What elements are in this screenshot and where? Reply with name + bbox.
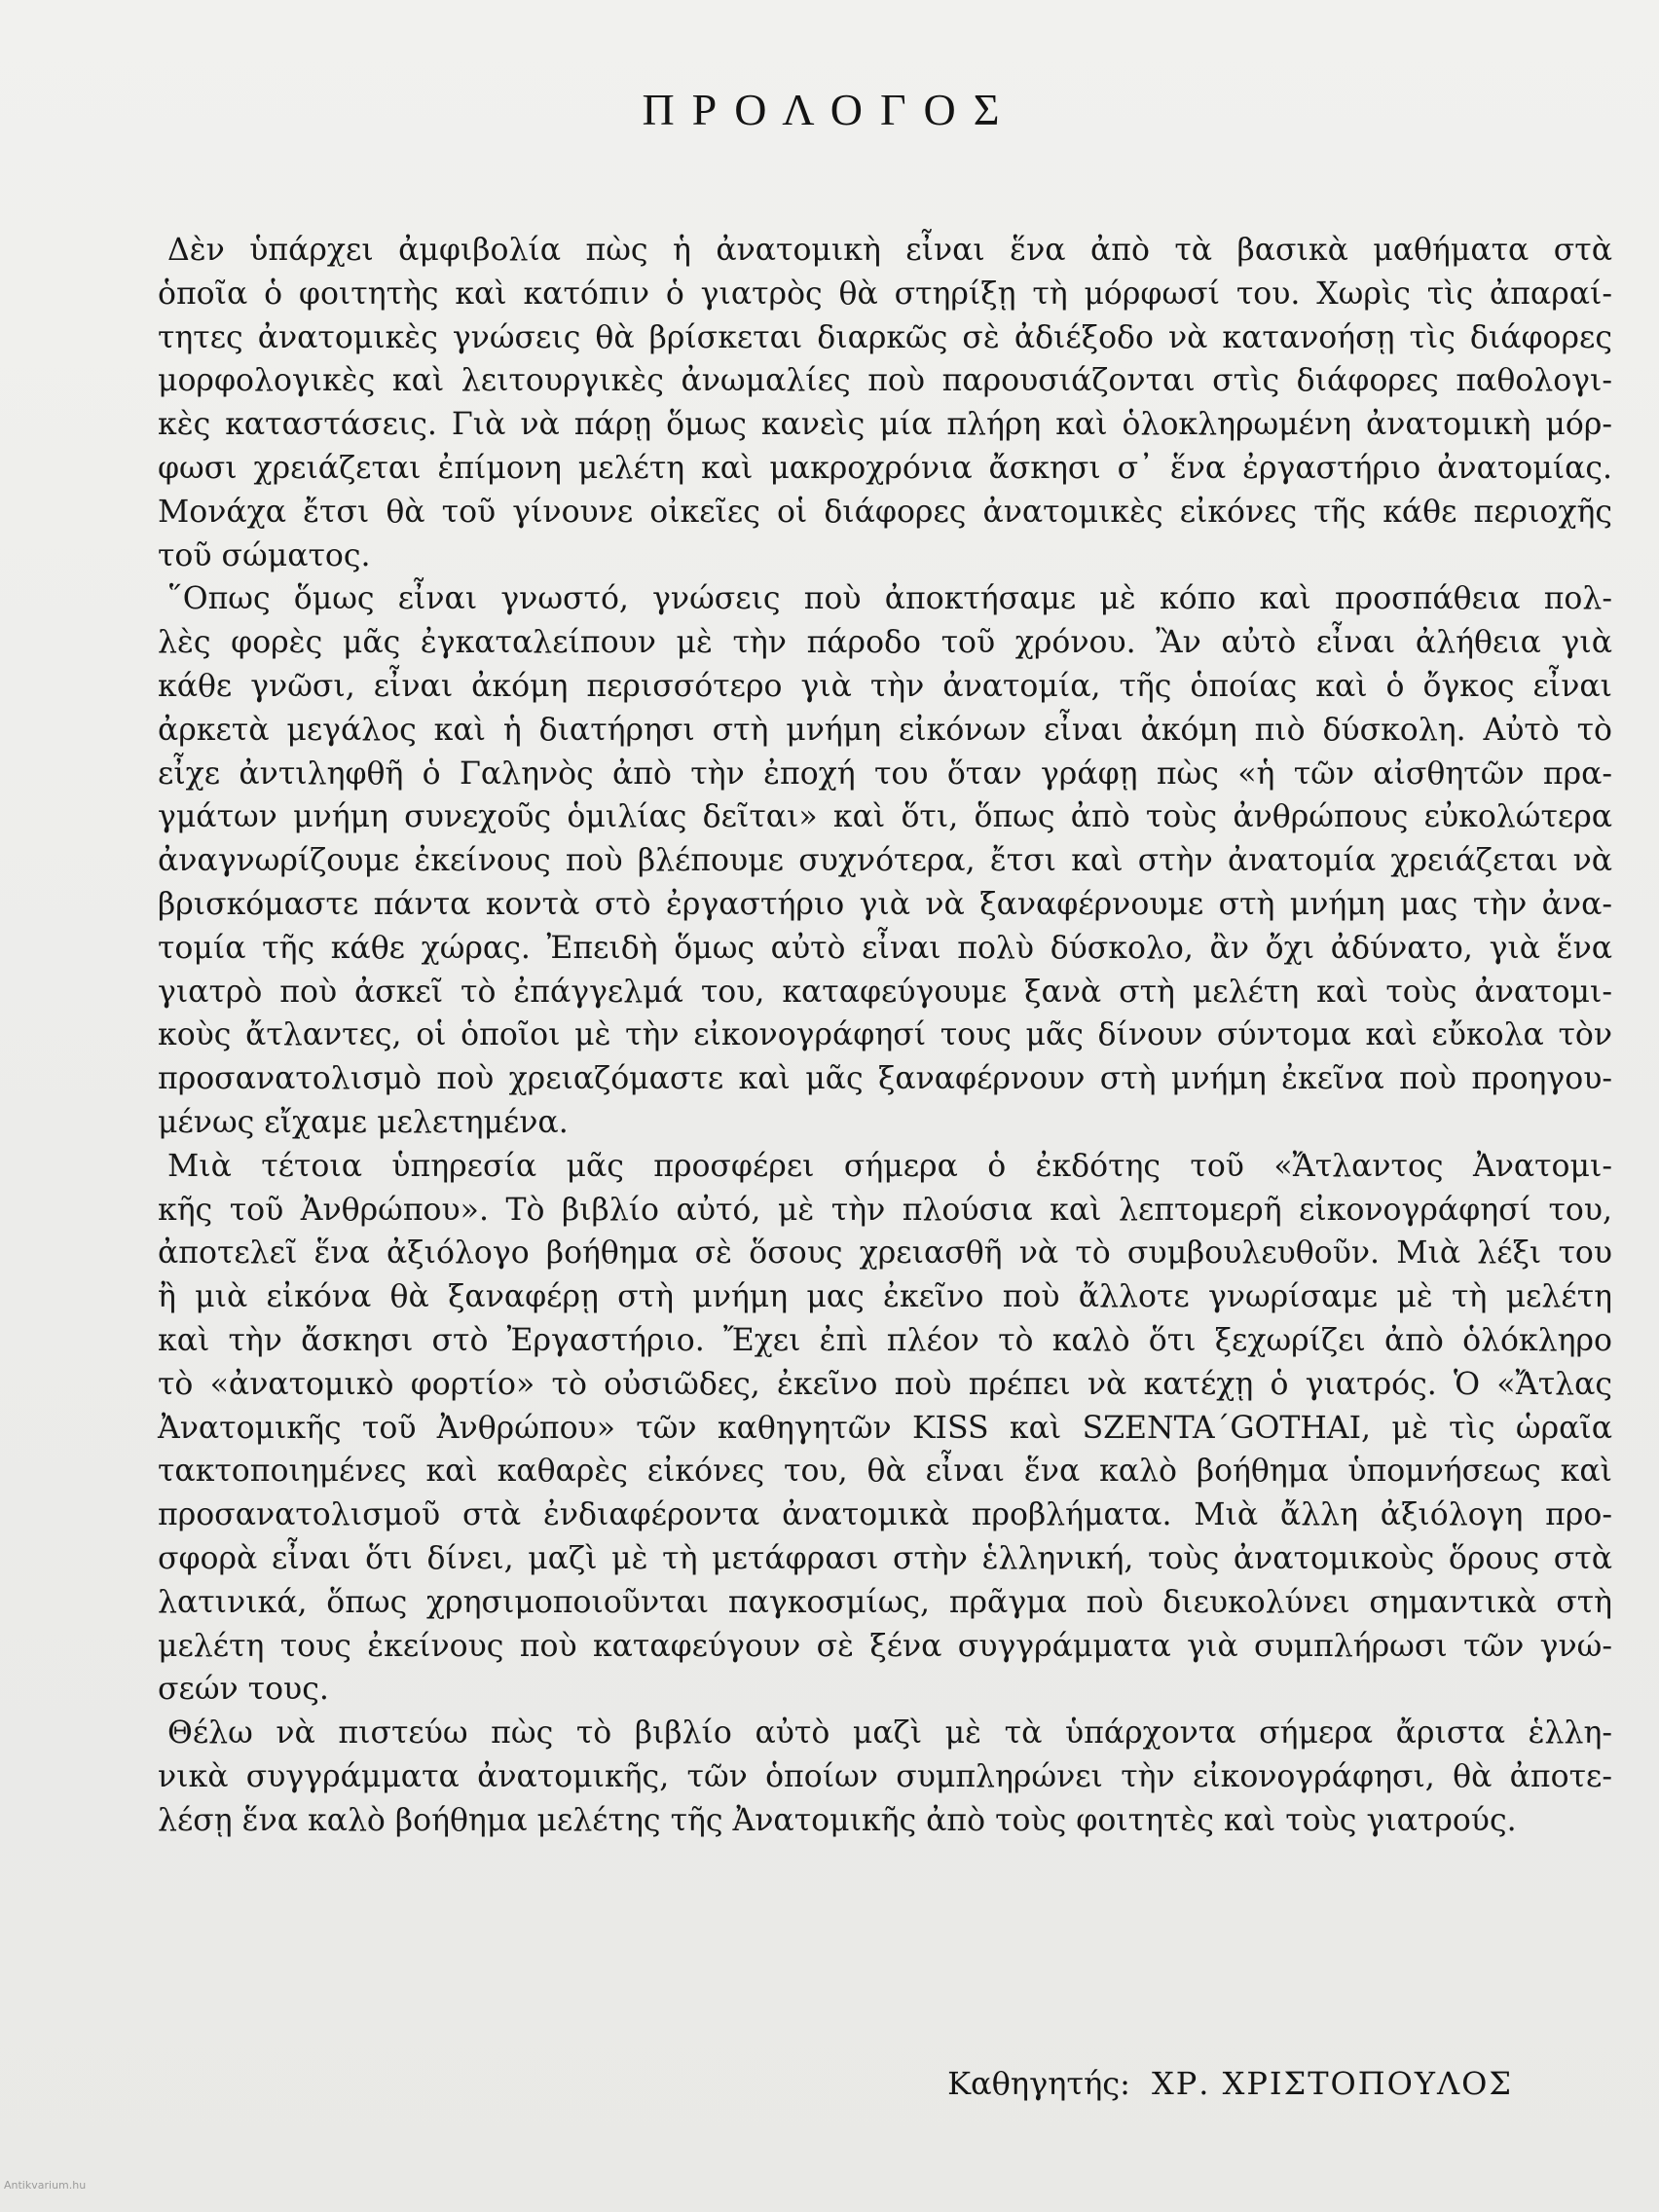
signature-label: Καθηγητής:: [947, 2065, 1130, 2102]
text-line: κὲς καταστάσεις. Γιὰ νὰ πάρῃ ὅμως κανεὶς μία πλήρη καὶ ὁλοκληρωμένη ἀνατομικὴ μόρ-: [158, 407, 1612, 443]
text-line: βρισκόμαστε πάντα κοντὰ στὸ ἐργαστήριο γιὰ νὰ ξαναφέρνουμε στὴ μνήμη μας τὴν ἀνα-: [158, 886, 1612, 922]
text-line: ἀρκετὰ μεγάλος καὶ ἡ διατήρησι στὴ μνήμη εἰκόνων εἶναι ἀκόμη πιὸ δύσκολη. Αὐτὸ τὸ: [158, 712, 1612, 748]
text-line: τομία τῆς κάθε χώρας. Ἐπειδὴ ὅμως αὐτὸ εἶναι πολὺ δύσκολο, ἂν ὄχι ἀδύνατο, γιὰ ἕνα: [158, 930, 1612, 966]
text-line: μορφολογικὲς καὶ λειτουργικὲς ἀνωμαλίες ποὺ παρουσιάζονται στὶς διάφορες παθολογι-: [158, 363, 1612, 399]
text-line: φωσι χρειάζεται ἐπίμονη μελέτη καὶ μακροχρόνια ἄσκησι σ᾽ ἕνα ἐργαστήριο ἀνατομίας.: [158, 450, 1612, 486]
signature-line: [0, 2065, 1513, 2102]
text-line: γιατρὸ ποὺ ἀσκεῖ τὸ ἐπάγγελμά του, καταφεύγουμε ξανὰ στὴ μελέτη καὶ τοὺς ἀνατομι-: [158, 974, 1612, 1010]
text-line: τακτοποιημένες καὶ καθαρὲς εἰκόνες του, θὰ εἶναι ἕνα καλὸ βοήθημα ὑπομνήσεως καὶ: [158, 1454, 1612, 1490]
prologue-body: [158, 229, 1612, 1842]
text-line: εἶχε ἀντιληφθῆ ὁ Γαληνὸς ἀπὸ τὴν ἐποχή του ὅταν γράφῃ πὼς «ἡ τῶν αἰσθητῶν πρα-: [158, 756, 1612, 792]
text-line: σφορὰ εἶναι ὅτι δίνει, μαζὶ μὲ τὴ μετάφρασι στὴν ἑλληνική, τοὺς ἀνατομικοὺς ὅρους στὰ: [158, 1540, 1612, 1576]
watermark: Antikvarium.hu: [4, 2179, 87, 2192]
text-line: καὶ τὴν ἄσκησι στὸ Ἐργαστήριο. Ἔχει ἐπὶ πλέον τὸ καλὸ ὅτι ξεχωρίζει ἀπὸ ὁλόκληρο: [158, 1322, 1612, 1358]
text-line: Μιὰ τέτοια ὑπηρεσία μᾶς προσφέρει σήμερα ὁ ἐκδότης τοῦ «Ἄτλαντος Ἀνατομι-: [167, 1148, 1612, 1184]
text-line: λὲς φορὲς μᾶς ἐγκαταλείπουν μὲ τὴν πάροδο τοῦ χρόνου. Ἂν αὐτὸ εἶναι ἀλήθεια γιὰ: [158, 625, 1612, 661]
text-line: τὸ «ἀνατομικὸ φορτίο» τὸ οὐσιῶδες, ἐκεῖνο ποὺ πρέπει νὰ κατέχῃ ὁ γιατρός. Ὁ «Ἄτλας: [158, 1366, 1612, 1402]
text-line: ἀποτελεῖ ἕνα ἀξιόλογο βοήθημα σὲ ὅσους χρειασθῆ νὰ τὸ συμβουλευθοῦν. Μιὰ λέξι του: [158, 1235, 1612, 1272]
text-line: ἢ μιὰ εἰκόνα θὰ ξαναφέρῃ στὴ μνήμη μας ἐκεῖνο ποὺ ἄλλοτε γνωρίσαμε μὲ τὴ μελέτη: [158, 1279, 1612, 1315]
text-line: ἀναγνωρίζουμε ἐκείνους ποὺ βλέπουμε συχνότερα, ἔτσι καὶ στὴν ἀνατομία χρειάζεται νὰ: [158, 843, 1612, 879]
text-line: προσανατολισμὸ ποὺ χρειαζόμαστε καὶ μᾶς ξαναφέρνουν στὴ μνήμη ἐκεῖνα ποὺ προηγου-: [158, 1061, 1612, 1097]
text-line: κοὺς ἄτλαντες, οἱ ὁποῖοι μὲ τὴν εἰκονογράφησί τους μᾶς δίνουν σύντομα καὶ εὔκολα τὸν: [158, 1017, 1612, 1053]
text-line: Δὲν ὑπάρχει ἀμφιβολία πὼς ἡ ἀνατομικὴ εἶναι ἕνα ἀπὸ τὰ βασικὰ μαθήματα στὰ: [167, 233, 1612, 268]
text-line: ῞Οπως ὅμως εἶναι γνωστό, γνώσεις ποὺ ἀποκτήσαμε μὲ κόπο καὶ προσπάθεια πολ-: [167, 581, 1612, 617]
text-line: κῆς τοῦ Ἀνθρώπου». Τὸ βιβλίο αὐτό, μὲ τὴν πλούσια καὶ λεπτομερῆ εἰκονογράφησί του,: [158, 1192, 1612, 1228]
text-line: κάθε γνῶσι, εἶναι ἀκόμη περισσότερο γιὰ τὴν ἀνατομία, τῆς ὁποίας καὶ ὁ ὄγκος εἶναι: [158, 668, 1612, 704]
text-line: σεών τους.: [158, 1672, 329, 1708]
text-line: τητες ἀνατομικὲς γνώσεις θὰ βρίσκεται διαρκῶς σὲ ἀδιέξοδο νὰ κατανοήσῃ τὶς διάφορες: [158, 319, 1612, 355]
text-line: Ἀνατομικῆς τοῦ Ἀνθρώπου» τῶν καθηγητῶν KISS καὶ SZENTA´GOTHAI, μὲ τὶς ὡραῖα: [158, 1410, 1612, 1446]
text-line: Μονάχα ἔτσι θὰ τοῦ γίνουνε οἰκεῖες οἱ διάφορες ἀνατομικὲς εἰκόνες τῆς κάθε περιοχῆς: [158, 494, 1612, 530]
text-line: μένως εἴχαμε μελετημένα.: [158, 1104, 569, 1140]
text-line: γμάτων μνήμη συνεχοῦς ὁμιλίας δεῖται» καὶ ὅτι, ὅπως ἀπὸ τοὺς ἀνθρώπους εὐκολώτερα: [158, 799, 1612, 835]
text-line: μελέτη τους ἐκείνους ποὺ καταφεύγουν σὲ ξένα συγγράμματα γιὰ συμπλήρωσι τῶν γνώ-: [158, 1628, 1612, 1664]
text-line: προσανατολισμοῦ στὰ ἐνδιαφέροντα ἀνατομικὰ προβλήματα. Μιὰ ἄλλη ἀξιόλογη προ-: [158, 1497, 1612, 1533]
text-line: Θέλω νὰ πιστεύω πὼς τὸ βιβλίο αὐτὸ μαζὶ μὲ τὰ ὑπάρχοντα σήμερα ἄριστα ἑλλη-: [167, 1715, 1612, 1751]
text-line: λατινικά, ὅπως χρησιμοποιοῦνται παγκοσμίως, πρᾶγμα ποὺ διευκολύνει σημαντικὰ στὴ: [158, 1584, 1612, 1620]
text-line: λέσῃ ἕνα καλὸ βοήθημα μελέτης τῆς Ἀνατομικῆς ἀπὸ τοὺς φοιτητὲς καὶ τοὺς γιατρούς.: [158, 1802, 1517, 1838]
text-line: τοῦ σώματος.: [158, 537, 371, 573]
text-line: ὁποῖα ὁ φοιτητὴς καὶ κατόπιν ὁ γιατρὸς θὰ στηρίξῃ τὴ μόρφωσί του. Χωρὶς τὶς ἀπαραί-: [158, 276, 1612, 312]
text-line: νικὰ συγγράμματα ἀνατομικῆς, τῶν ὁποίων συμπληρώνει τὴν εἰκονογράφησι, θὰ ἀποτε-: [158, 1758, 1612, 1794]
page-title: ΠΡΟΛΟΓΟΣ: [642, 85, 1017, 134]
signature-name: ΧΡ. ΧΡΙΣΤΟΠΟΥΛΟΣ: [1151, 2065, 1513, 2102]
